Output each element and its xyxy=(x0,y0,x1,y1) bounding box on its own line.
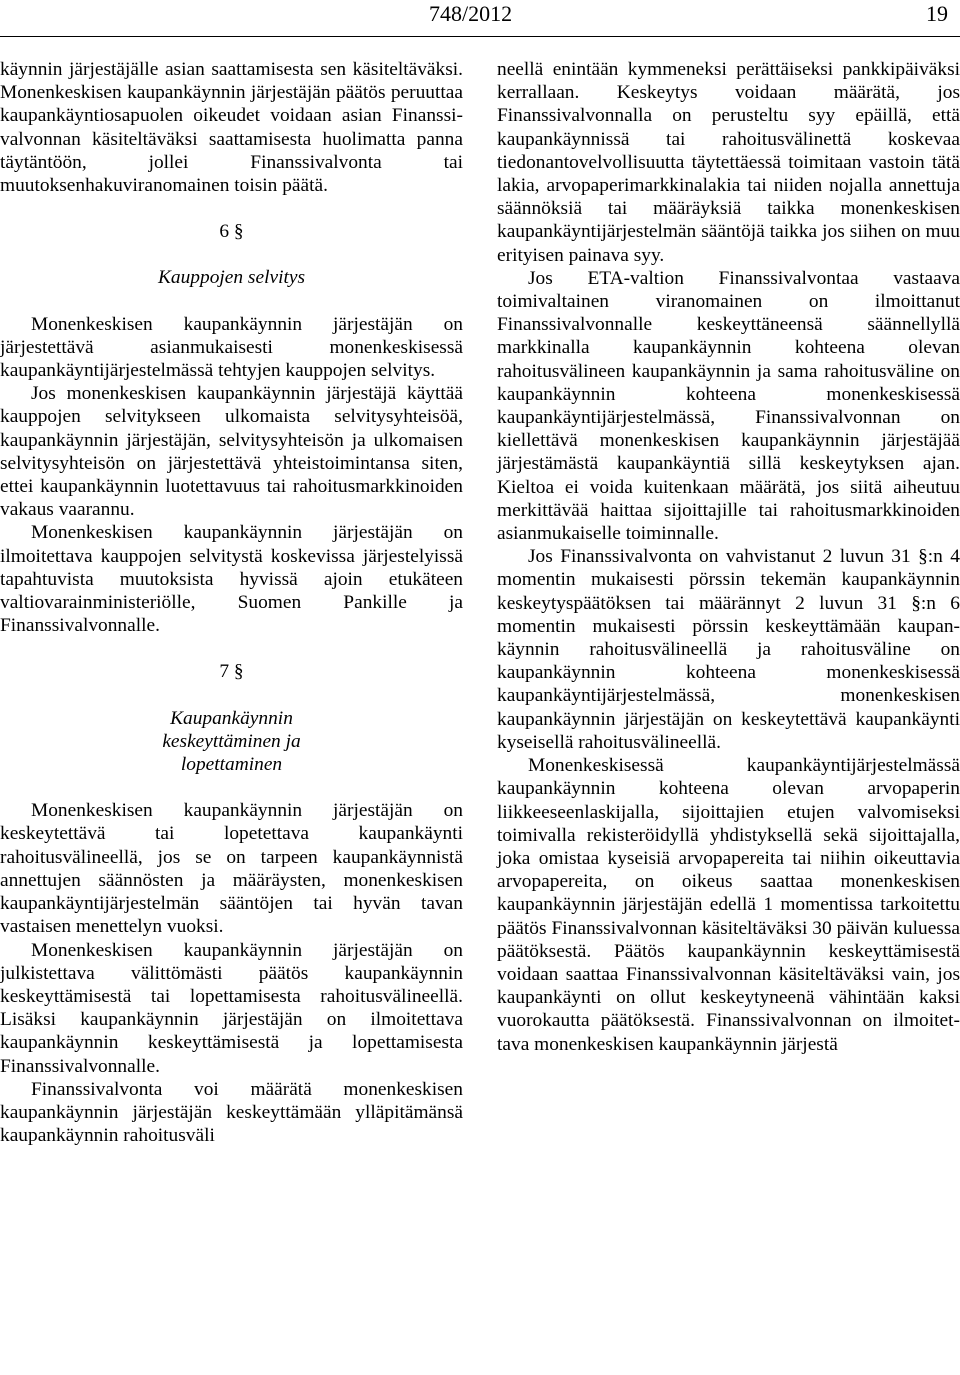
section-number: 7 § xyxy=(219,661,244,683)
paragraph: Jos ETA-valtion Finanssivalvontaa vastaava toimivaltainen viranomainen on ilmoittanut Finanssivalvonnalle keskeyttäneensä säännellyllä markkinalla kaupankäynnin kohteena olevan rahoitusvälineen kaupankäynnin ja sama rahoitusväline on kaupankäynnin kohteena monenkeskisessä kaupankäyntijärjestelmässä, Finanssivalvonnan on kiellettävä monenkeskisen kaupankäynnin järjestäjää järjestämästä kaupankäyntiä sillä keskeytyksen ajan. Kieltoa ei voida kuitenkaan määrätä, jos siitä aiheutuu merkittävää haittaa sijoittajille tai rahoitusmarkkinoiden asianmukaiselle toiminnalle. xyxy=(497,267,960,545)
paragraph: Monenkeskisen kaupankäynnin järjestäjän on keskeytettävä tai lopetettava kaupankäynti rahoitusvälineellä, jos se on tarpeen kaupankäynnistä annettujen säännösten ja määräysten, monenkeskisen kaupankäyntijärjestelmän sääntöjen tai hyvän tavan vastaisen menettelyn vuoksi. xyxy=(0,800,463,938)
section-number: 6 § xyxy=(219,221,244,243)
paragraph: käynnin järjestäjälle asian saattamisesta sen käsiteltäväksi. Monenkeskisen kaupankäynnin järjestäjän päätös peruuttaa kaupankäyntiosapuolen oikeudet voidaan asian Finanssivalvonnan käsiteltäväksi saattamisesta huolimatta panna täytäntöön, jollei Finanssivalvonta tai muutoksenhakuviranomainen toisin päätä. xyxy=(0,59,463,197)
paragraph: neellä enintään kymmeneksi perättäiseksi pankkipäiväksi kerrallaan. Keskeytys voidaan määrätä, jos Finanssivalvonnalla on perusteltu syy epäillä, että kaupankäynnissä tai rahoitusvälinettä koskevaa tiedonantovelvollisuutta täytettäessä toimitaan vastoin tätä lakia, arvopaperimarkkinalakia tai niiden nojalla annettuja säännöksiä tai määräyksiä taikka monenkeskisen kaupankäyntijärjestelmän sääntöjä taikka jos siihen on muu erityisen painava syy. xyxy=(497,59,960,266)
page-number: 19 xyxy=(926,1,948,26)
section-title: Kaupankäynnin keskeyttäminen ja lopettaminen xyxy=(162,707,301,776)
paragraph: Monenkeskisen kaupankäynnin järjestäjän on ilmoitettava kauppojen selvitystä koskevissa järjestelyissä tapahtuvista muutoksista hyvissä ajoin etukäteen valtiovarainministeriölle, Suomen Pankille ja Finanssivalvonnalle. xyxy=(0,522,463,637)
paragraph: Finanssivalvonta voi määrätä monenkeskisen kaupankäynnin järjestäjän keskeyttämään ylläpitämänsä kaupankäynnin rahoitusväli xyxy=(0,1078,463,1147)
left-column xyxy=(0,58,463,1147)
paragraph: Monenkeskisen kaupankäynnin järjestäjän on julkistettava välittömästi päätös kaupankäynnin keskeyttämisestä tai lopettamisesta rahoitusvälineellä. Lisäksi kaupankäynnin järjestäjän on ilmoitettava kaupankäynnin keskeyttämisestä ja lopettamisesta Finanssivalvonnalle. xyxy=(0,939,463,1077)
paragraph: Monenkeskisessä kaupankäyntijärjestelmässä kaupankäynnin kohteena olevan arvopaperin liikkeeseenlaskijalla, sijoittajien etujen valvomiseksi toimivalla rekisteröidyllä yhdistyksellä sekä sijoittajalla, joka omistaa kyseisiä arvopapereita tai niihin oikeuttavia arvopapereita, on oikeus saattaa monenkeskisen kaupankäynnin järjestäjän edellä 1 momentissa tarkoitettu päätös Finanssivalvonnan käsiteltäväksi 30 päivän kuluessa päätöksestä. Päätös kaupankäynnin keskeyttämisestä voidaan saattaa Finanssivalvonnan käsiteltäväksi vain, jos kaupankäynti on ollut keskeytyneenä vähintään kaksi vuorokautta päätöksestä. Finanssivalvonnan on ilmoitettava monenkeskisen kaupankäynnin järjestä xyxy=(497,755,960,1055)
paragraph: Monenkeskisen kaupankäynnin järjestäjän on järjestettävä asianmukaisesti monenkeskisessä kaupankäyntijärjestelmässä tehtyjen kauppojen selvitys. xyxy=(0,313,463,382)
header-rule xyxy=(0,36,960,37)
right-column xyxy=(497,58,960,1056)
document-reference: 748/2012 xyxy=(429,1,513,26)
section-title: Kauppojen selvitys xyxy=(157,267,306,289)
paragraph: Jos monenkeskisen kaupankäynnin järjestäjä käyttää kauppojen selvitykseen ulkomaista selvitysyhteisöä, kaupankäynnin järjestäjän, selvitysyhteisön ja ulkomaisen selvitysyhteisön on järjestettävä yhteistoimintansa siten, ettei kaupankäynnin luotettavuus tai rahoitusmarkkinoiden vakaus vaarannu. xyxy=(0,383,463,521)
paragraph: Jos Finanssivalvonta on vahvistanut 2 luvun 31 §:n 4 momentin mukaisesti pörssin tekemän kaupankäynnin keskeytyspäätöksen tai määrännyt 2 luvun 31 §:n 6 momentin mukaisesti pörssin keskeyttämään kaupankäynnin rahoitusvälineellä ja rahoitusväline on kaupankäynnin kohteena monenkeskisessä kaupankäyntijärjestelmässä, monenkeskisen kaupankäynnin järjestäjän on keskeytettävä kaupankäynti kyseisellä rahoitusvälineellä. xyxy=(497,546,960,753)
